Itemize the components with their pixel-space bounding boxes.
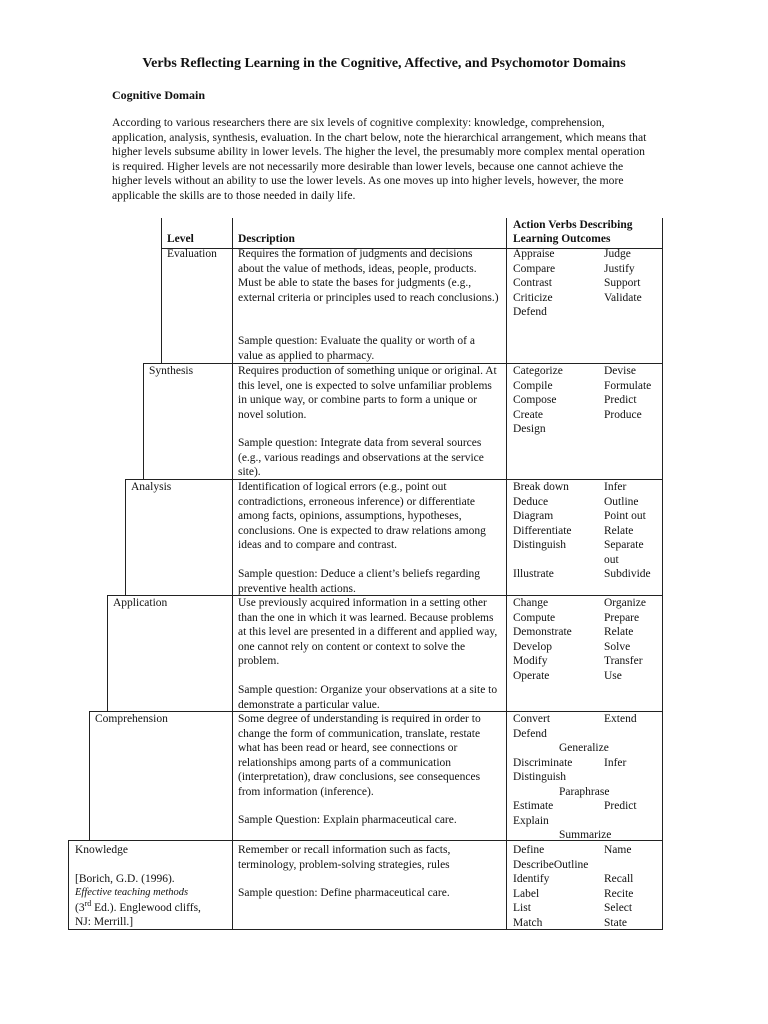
intro-paragraph: According to various researchers there are six levels of cognitive complexity: knowledge, comprehension, application, analysis, synthesis, evaluation. In the chart below, note the hierarchical arrangement, which means that higher levels subsume ability in lower levels. The higher the level, the presumably more complex mental operation is required. Higher levels are not necessarily more desirable than lower levels, because one cannot achieve the higher levels without an ability to use the lower levels. As one moves up into higher levels, however, the more applicable the skills are to those needed in daily life.: [112, 116, 647, 202]
level-comprehension: Comprehension: [95, 713, 168, 725]
description-analysis: Identification of logical errors (e.g., point out contradictions, erroneous inference) or differentiate among facts, opinions, assumptions, hypotheses, conclusions. One is expected to draw relations among ideas and to compare and contrast.: [238, 481, 486, 551]
citation-edition: (3rd Ed.). Englewood cliffs,: [75, 899, 201, 914]
verbs-application: Change Organize Compute Prepare Demonstrate Relate Develop Solve Modify Transfer Operate Use: [513, 597, 646, 682]
header-verbs-line2: Learning Outcomes: [513, 233, 611, 245]
page-title: Verbs Reflecting Learning in the Cognitive, Affective, and Psychomotor Domains: [142, 56, 626, 71]
level-application: Application: [113, 597, 168, 609]
header-level: Level: [167, 233, 194, 245]
verbs-knowledge: Define Name DescribeOutline Identify Recall Label Recite List Select Match State: [513, 844, 634, 929]
verbs-evaluation: Appraise Judge Compare Justify Contrast Support Criticize Validate Defend: [513, 248, 642, 318]
sample-knowledge: Sample question: Define pharmaceutical care.: [238, 887, 450, 899]
level-knowledge: Knowledge: [75, 844, 129, 856]
citation-line4: NJ: Merrill.]: [75, 916, 134, 928]
sample-synthesis: Sample question: Integrate data from several sources (e.g., various readings and observations at the service site).: [238, 437, 484, 478]
citation-title: Effective teaching methods: [75, 887, 189, 898]
citation-line1: [Borich, G.D. (1996).: [75, 873, 175, 885]
description-evaluation: Requires the formation of judgments and decisions about the value of methods, ideas, people, products. Must be able to state the bases for judgments (e.g., external criteria or principles used to reach conclusions.): [238, 248, 499, 304]
section-heading: Cognitive Domain: [112, 88, 205, 102]
sample-analysis: Sample question: Deduce a client’s beliefs regarding preventive health actions.: [238, 568, 481, 595]
sample-application: Sample question: Organize your observations at a site to demonstrate a particular value.: [238, 684, 498, 711]
verbs-synthesis: Categorize Devise Compile Formulate Compose Predict Create Produce Design: [513, 365, 652, 435]
header-description: Description: [238, 233, 295, 245]
sample-evaluation: Sample question: Evaluate the quality or worth of a value as applied to pharmacy.: [238, 335, 475, 362]
description-knowledge: Remember or recall information such as facts, terminology, problem-solving strategies, rules: [238, 844, 451, 871]
verbs-comprehension: Convert Extend Defend Generalize Discriminate Infer Distinguish Paraphrase Estimate Predict Explain Summarize: [513, 713, 637, 841]
level-analysis: Analysis: [131, 481, 172, 493]
level-synthesis: Synthesis: [149, 365, 194, 377]
header-verbs-line1: Action Verbs Describing: [513, 219, 633, 231]
description-comprehension: Some degree of understanding is required in order to change the form of communication, translate, restate what has been read or heard, see connections or relationships among parts of a communication (interpretation), draw conclusions, see consequences from information (inference).: [238, 713, 481, 798]
description-synthesis: Requires production of something unique or original. At this level, one is expected to solve unfamiliar problems in unique way, or combine parts to form a unique or novel solution.: [238, 365, 497, 421]
description-application: Use previously acquired information in a setting other than the one in which it was learned. Because problems at this level are presented in a different and applied way, one cannot rely on content or context to solve the problem.: [238, 597, 498, 667]
sample-comprehension: Sample Question: Explain pharmaceutical care.: [238, 814, 457, 826]
verbs-analysis: Break down Infer Deduce Outline Diagram Point out Differentiate Relate Distinguish Separate out Illustrate Subdivide: [513, 481, 651, 580]
level-evaluation: Evaluation: [167, 248, 217, 260]
